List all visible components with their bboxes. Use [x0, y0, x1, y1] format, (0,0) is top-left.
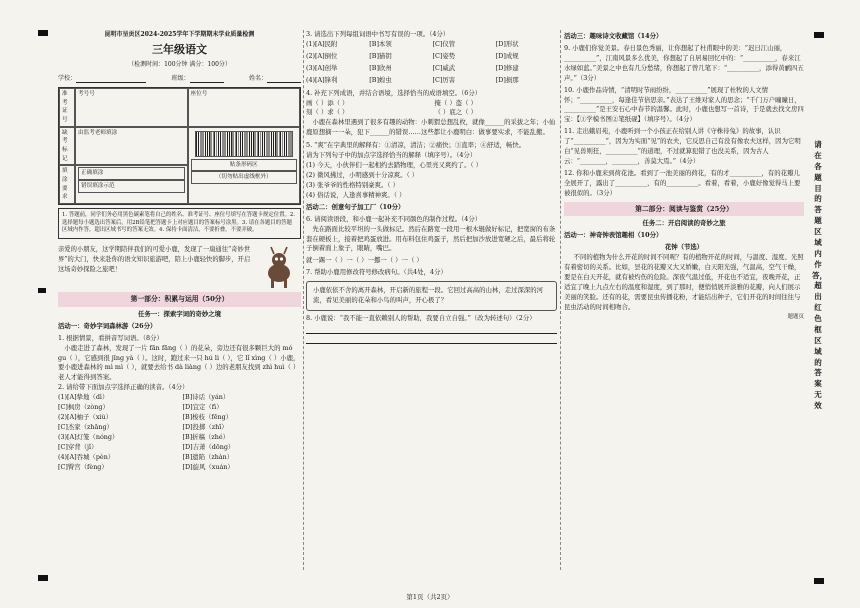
question-3-options: (1)[A]民附 [B]本领 [C]仪管 [D]形状 (2)[A]倒位 [B]猫钥 [C]姿势 [D]成规 (3)[A]创举 [B]欣州 [C]威武 [D]修建 (4)[A]锋利 [B]蝗虫 [C]厉害 [D]损那	[306, 39, 519, 84]
question-9: 9. 小鹿们你觉美景。春日景色秀丽，让你想起了杜甫眼中的美：“迟日江山丽，__________”，江南风景多么优美，你想起了自居易回忆中的：“__________，春来江水绿如蓝。”美景之中也有几分愁绪，你想起了曾几笔下：“__________，添得黄鹂四五声。”（3分）	[564, 43, 804, 82]
question-4: 4. 补充下列成语，并结合语境，选择恰当的成语填空。（6分）	[306, 88, 482, 97]
barcode-area: 贴条形码区 （切勿贴出虚线框外）	[188, 127, 301, 204]
question-10: 10. 小鹿作品诗情，“清明时节雨纷纷，__________”展现了杜牧的人文情怀；“__________，每逢佳节倍思亲。”表达了王维对家人的思念；“千门万户曈曈日，__________”是王安石心中春节的温馨。此时，小鹿也想写一首诗，于是就去找文房四宝：【①学模书图②笔纸砚】（填序号）。（4分）	[564, 85, 804, 124]
registration-mark	[38, 575, 48, 581]
task2-title: 任务二：开启阅读的奇妙之旅	[642, 219, 726, 228]
column-1	[58, 30, 301, 473]
activity3-title: 活动三：趣味诗文收藏馆（14分）	[564, 32, 663, 40]
activity2-title: 活动二：创意句子加工厂（10分）	[306, 202, 405, 211]
answer-line[interactable]	[306, 324, 557, 334]
question-2-options: (1)[A]挚地（dì） [B]诗话（yán） [C]枫房（zòng） [D]宜定（fì） (2)[A]柚子（xiù） [B]梭枝（fēng） [C]杰家（zhāng） [D]投掷（zhī） (3)[A]灯笼（nóng） [B]折稿（zhé） [C]穿背（jǐ） [D]吉萧（dōng） (4)[A]吞城（pèn） [B]遗陷（zhàn） [C]臀宫（fèng） [D]旋风（xuán）	[58, 393, 235, 471]
activity1-title: 活动一：奇妙字词森林游（26分）	[58, 321, 157, 330]
column-2	[306, 30, 557, 344]
intro-box: 亲爱的小朋友，这学期陪伴我们的可爱小鹿，发现了一扇通往“奇妙世界”的大门，快来赴你的语文知识旅游吧，陪上小鹿轻快的脚步，开启这场奇妙探险之旅吧！	[58, 245, 301, 289]
part2-band: 第二部分：阅读与鉴赏（25分）	[564, 202, 804, 217]
exam-notes: 1. 答题前，同学们务必用黑色碳素笔将自己的姓名、准考证号、座位号填写在答题卡规定位置。2. 选择题每小题选出答案后，用2B铅笔把答题卡上对应题目的答案标号涂黑。3. 请在各题目的答题区域内作答，超出区域书写的答案无效。4. 保持卡面清洁，不要折叠，不要弄破。	[58, 208, 301, 239]
page-mark: 题题页	[787, 313, 804, 320]
question-7: 7. 帮助小鹿用修改符号修改病句。（共4处，4分）	[306, 268, 447, 277]
question-12: 12. 你和小鹿来到荷花池。看到了一池美丽的荷花，有的才__________，有的花瓣儿全展开了，露出了__________，有的__________。看着，看着，小鹿好像觉得马上要被很似的。（3分）	[564, 168, 801, 197]
passage-text: 不同的植物为什么开花的时间不同呢？有的植物开花的时间，与温度、湿度、光照有着密切的关系。比如，昙花的花瓣又大又娇嫩，白天阳光强，气温高，空气干燥，要是在白天开花，就有被灼伤的危险。深夜气温过低，开花也不适宜，夜晚开花，正适宜了晚上九点左右的温度和湿度，到了那时，便悄悄展开淡雅的花瓣，向人们展示美丽的笑脸。还有的花，需要昆虫传播花粉，才能结出种子，它们开花的时间往往与昆虫活动的时间相吻合。	[564, 253, 804, 311]
registration-mark	[38, 288, 46, 293]
question-3: 3. 请选出下列每组词语中书写有误的一项。（4分）	[306, 30, 450, 38]
part1-band: 第一部分：积累与运用（50分）	[58, 292, 301, 307]
registration-mark	[38, 30, 48, 36]
question-1: 1. 根据情景，看拼音写词语。（8分）	[58, 333, 163, 342]
activity1b-title: 活动一：神奇钟表馆趣相（10分）	[564, 231, 663, 240]
question-8: 8. 小鹿说：“我不能一直依赖别人的帮助，我要自立自强。”（改为转述句）（2分）	[306, 314, 536, 323]
question-5: 5. “爽”在字典里的解释有：①清凉，清洁；②痛快；③直率；④舒适，畅快。	[306, 141, 526, 150]
page-footer: 第1页（共2页）	[406, 593, 454, 601]
registration-mark	[814, 32, 824, 38]
question-4-text: 小鹿在森林里遇到了很多有趣的动物：小刺猬总想乱枚，就像______的采拔之年；小仙鹿原想摘一一朵，犯下______的错误……这些都让小鹿明白：做事要实求，不能乱搬。	[306, 118, 556, 137]
question-5-item: (4) 俗话说，人逢喜事精神爽。（ ）	[306, 190, 406, 199]
side-warning: 请在各题目的答题区域内作答，超出红色框区域的答案无效	[812, 140, 827, 410]
question-6: 6. 请阅读语段，和小鹿一起补充不同颜色的制作过程。（4分）	[306, 214, 482, 223]
question-5-item: (2) 微风拂过，小明感到十分凉爽。（ ）	[306, 170, 419, 179]
subject-title: 三年级语文	[152, 43, 207, 57]
question-4-idioms: 画（ ）添（ ） 掩（ ）盗（ ） 刻（ ）求（ ） （ ）底之（ ）	[306, 98, 477, 117]
student-info-line: 学校： 班级： 姓名：	[58, 74, 301, 83]
question-1-text: 小鹿走进了森林，发现了一片 fān fāng（ ）的花朵，旁边还有很多颗巨大的 mó gu（ ），它感到很 jīng yà（ ）。这时，跑过来一只 hú li（ ），它 lǐ xìng（ ）小鹿，要小鹿进森林的 mì mì（ ），就要去给书 dà liàng（ ）边的老朋友找到 zhì huì（ ）老人才能得到答案。	[58, 343, 300, 382]
barcode-image	[195, 131, 294, 157]
column-3	[564, 30, 804, 321]
exam-number-field[interactable]: 考号号	[75, 88, 188, 127]
deer-icon	[257, 245, 301, 289]
question-7-passage: 小鹿依依不舍的离开森林，开启新的旅程一段。它回过高高的山林，走过深深的河流，看见美丽的花朵和小鸟的叫声，开心极了？	[306, 281, 557, 311]
answer-line[interactable]	[306, 334, 557, 344]
question-5-item: (1) 今天，小伙伴们一起相约去踏物理，心里亮又爽约了。（ ）	[306, 161, 483, 170]
exam-info-table: 准考证号 考号号 座位号 缺考标记 由监考老师填涂 贴条形码区 （切勿贴出虚线框外） 填涂要求 正确填涂 错误填涂示范	[58, 87, 301, 205]
registration-mark	[814, 578, 824, 584]
time-score: （检测时间：100分钟 满分：100分）	[128, 61, 231, 69]
exam-title: 昆明市呈贡区2024-2025学年下学期期末学业质量检测	[104, 31, 255, 38]
question-5-item: (3) 张爷爷的性格特别豪爽。（ ）	[306, 180, 399, 189]
seat-number-field[interactable]: 座位号	[188, 88, 301, 127]
question-2: 2. 请给带下面加点字选择正确的读音。（4分）	[58, 383, 189, 392]
task1-title: 任务一：探索字词的奇妙之境	[137, 309, 222, 318]
question-11: 11. 走出蛾眉苑，小鹿听到一个小孩正在给别人讲《守株待兔》的故事，认识了“__________”，因为为实面“见”的农夫，它反思自己有没有像农夫这样，因为它明白“见兽则狂，__________”的道理，不过就算犯错了也没关系，因为古人云：“________，________，善莫大焉。”（4分）	[564, 127, 801, 166]
passage-title: 花钟（节选）	[664, 243, 704, 252]
question-6-fill: 就一踢一（ ）一（ ）一挪一（ ）一（ ）	[306, 256, 423, 265]
question-6-text: 先在路面比较平坦的一头做标记。然后在路宽一段用一根木辊做好标记，把宽窗的布条套在硬板上，接着把鸡蛋放进。用布料包住鸡蛋子，然后把加沙放进宽硬之后，最后将轮子倒着面上象子，眼睛，嘴巴。	[306, 224, 556, 253]
question-5-ask: 请为下列句子中的加点字选择恰当的解释（填序号）。（4分）	[306, 151, 477, 160]
